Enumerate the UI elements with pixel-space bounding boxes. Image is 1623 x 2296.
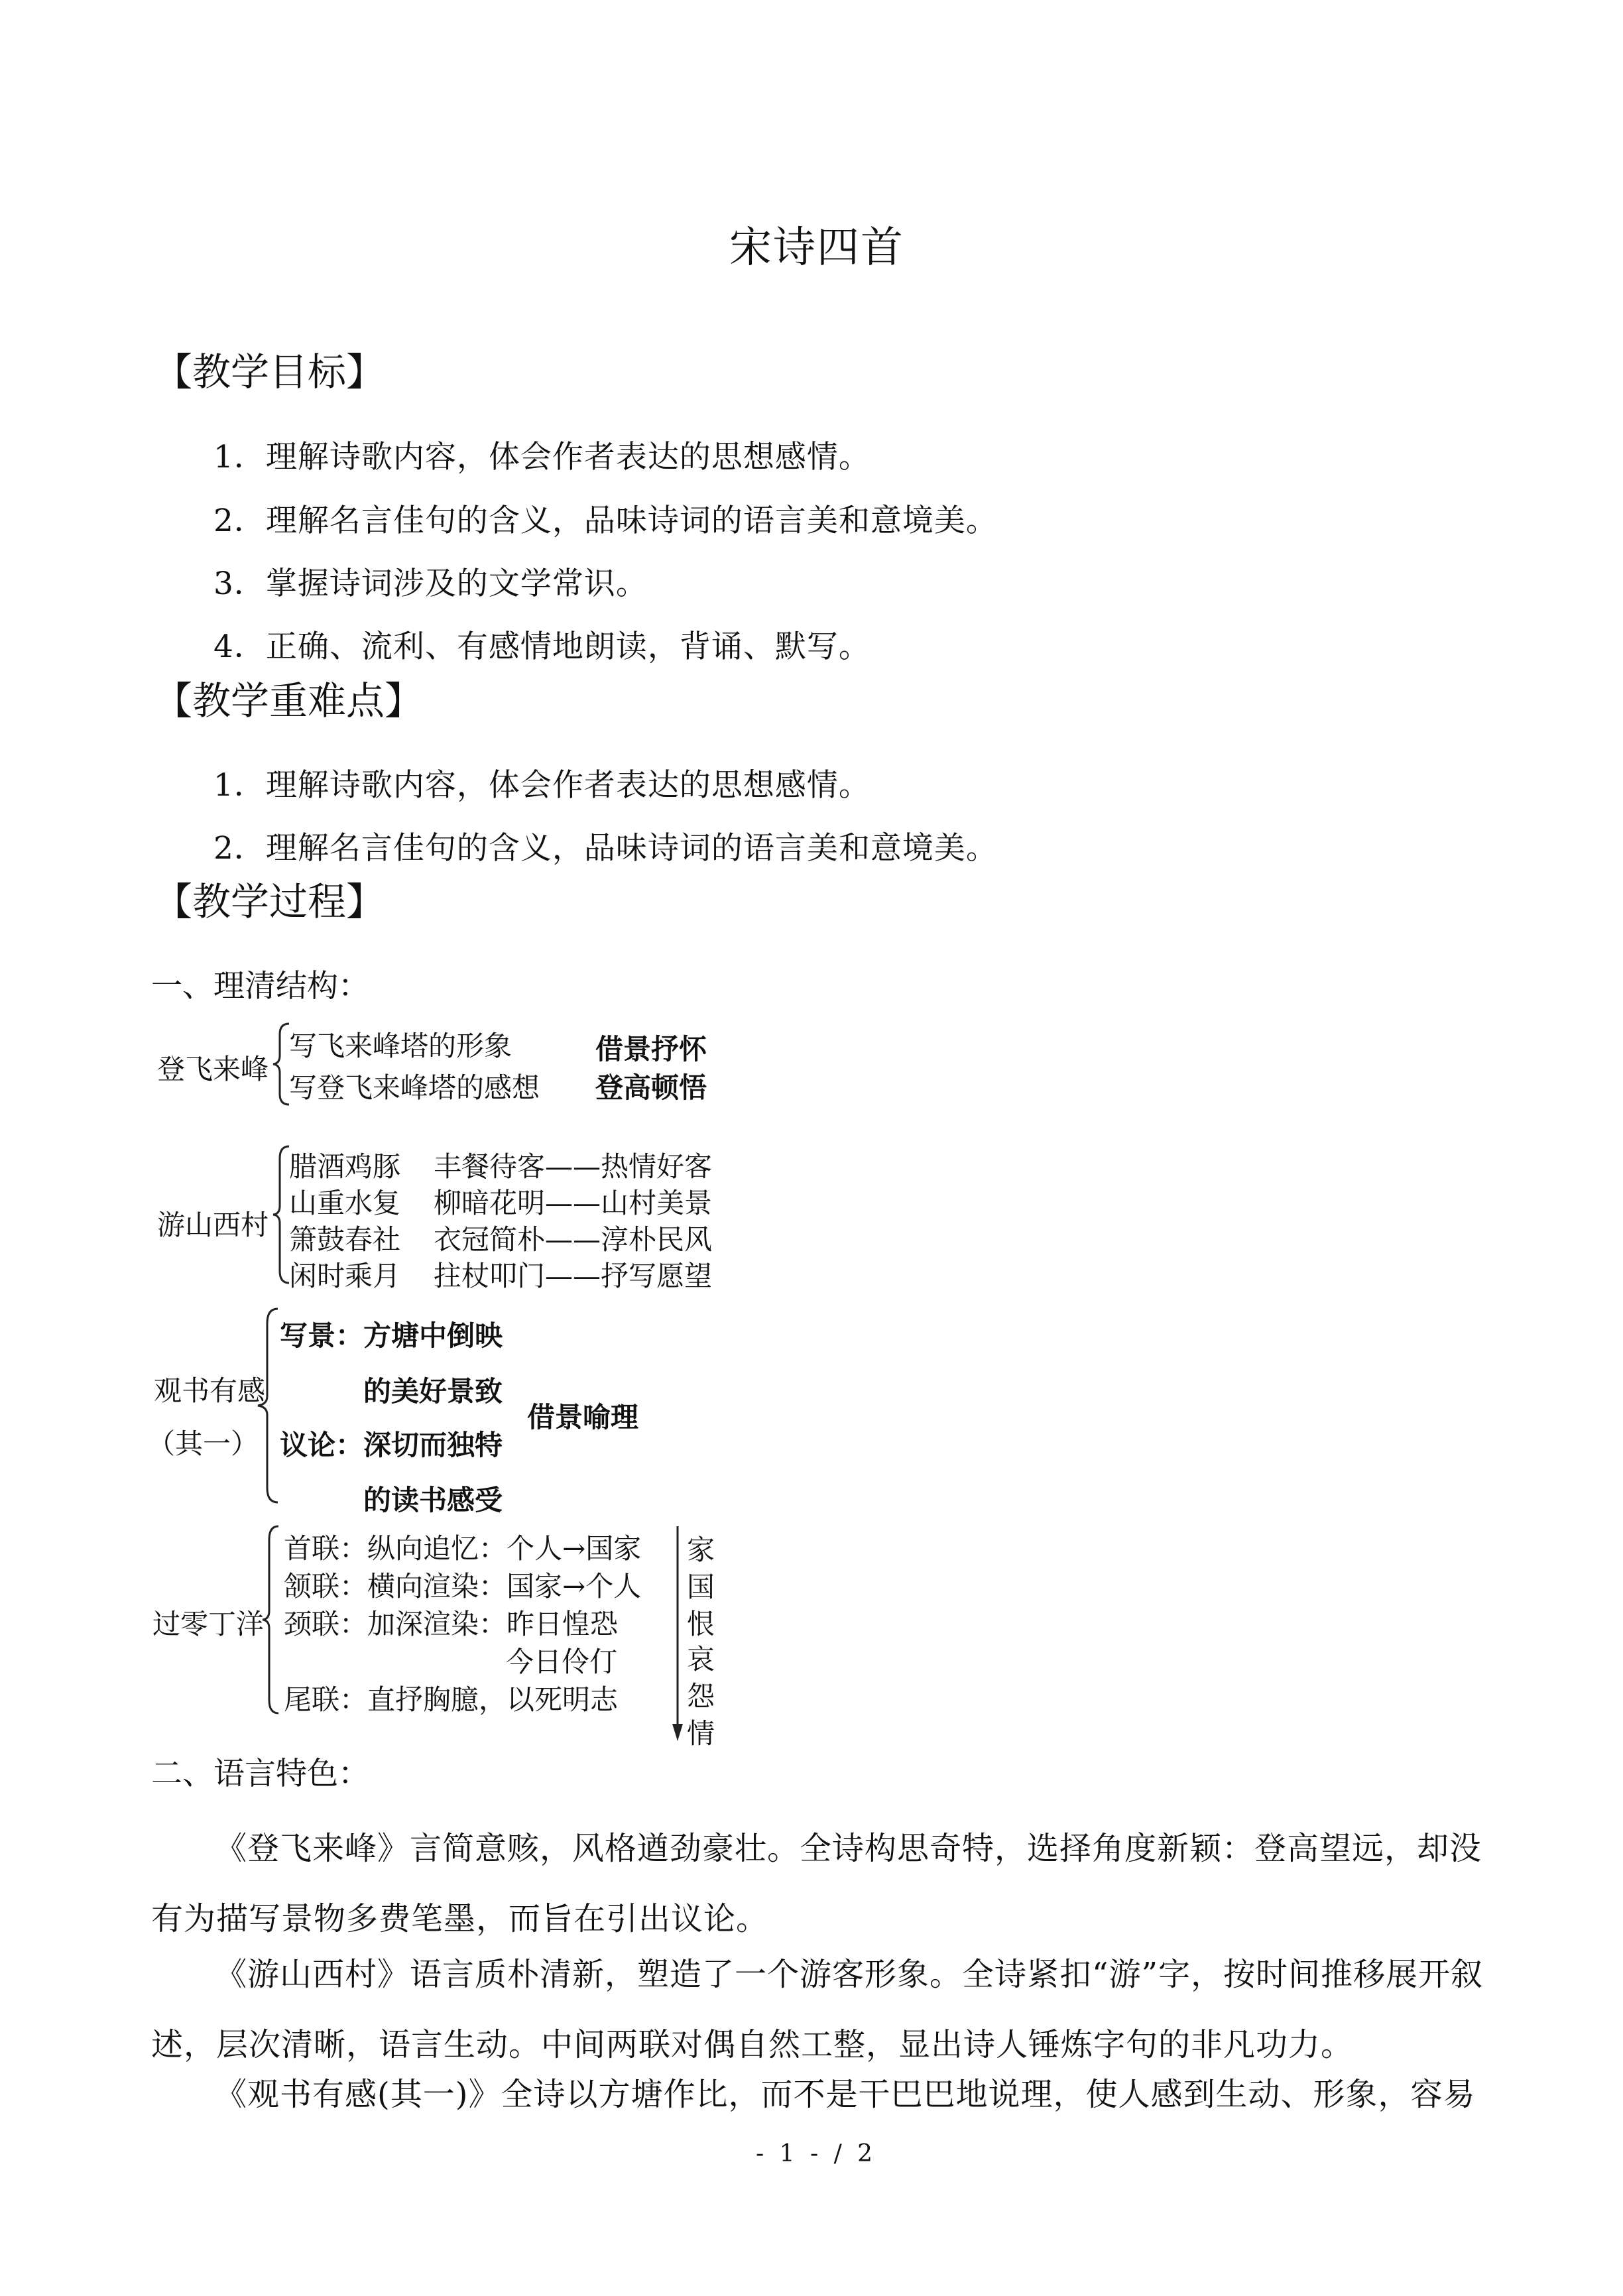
poem2-cell: 淳朴民风 bbox=[601, 1223, 713, 1256]
poem4-line: 今日伶仃 bbox=[506, 1646, 618, 1678]
poem4-line: 颈联：加深渲染：昨日惶恐 bbox=[284, 1608, 619, 1640]
poem2-cell: 衣冠简朴 bbox=[434, 1223, 546, 1256]
poem2-cell: 闲时乘月 bbox=[289, 1260, 401, 1292]
poem4-brace bbox=[260, 1524, 282, 1716]
poem2-cell: 腊酒鸡豚 bbox=[289, 1150, 401, 1183]
poem2-name: 游山西村 bbox=[157, 1209, 269, 1241]
down-arrow-icon bbox=[670, 1525, 686, 1744]
poem1-line: 写登飞来峰塔的感想 bbox=[289, 1071, 540, 1104]
poem3-line: 的美好景致 bbox=[363, 1375, 503, 1408]
poem2-cell: 丰餐待客 bbox=[434, 1150, 546, 1183]
poem2-dash: —— bbox=[545, 1150, 601, 1183]
poem2-dash: —— bbox=[545, 1223, 601, 1256]
poem4-line: 尾联：直抒胸臆，以死明志 bbox=[284, 1683, 619, 1716]
poem2-cell: 热情好客 bbox=[601, 1150, 713, 1183]
poem1-note: 借景抒怀 bbox=[595, 1033, 707, 1065]
poem2-row bbox=[289, 1218, 712, 1258]
poem3-name-sub: （其一） bbox=[147, 1427, 259, 1460]
poem2-cell: 箫鼓春社 bbox=[289, 1223, 401, 1256]
key-point-item: 2．理解名言佳句的含义，品味诗词的语言美和意境美。 bbox=[213, 830, 998, 867]
part2-title: 二、语言特色： bbox=[151, 1756, 369, 1792]
poem4-line: 首联：纵向追忆：个人→国家 bbox=[284, 1532, 642, 1565]
part1-title: 一、理清结构： bbox=[151, 968, 369, 1004]
poem4-side-char: 国 bbox=[687, 1571, 715, 1603]
key-point-item: 1．理解诗歌内容，体会作者表达的思想感情。 bbox=[213, 767, 871, 804]
page-title: 宋诗四首 bbox=[729, 223, 904, 272]
poem3-name: 观书有感 bbox=[154, 1374, 266, 1407]
poem2-cell: 拄杖叩门 bbox=[434, 1260, 546, 1292]
poem2-cell: 柳暗花明 bbox=[434, 1187, 546, 1219]
poem4-side-char: 怨 bbox=[687, 1680, 715, 1713]
poem2-row bbox=[289, 1254, 712, 1294]
poem4-side-char: 哀 bbox=[687, 1643, 715, 1675]
poem4-side-bottom bbox=[687, 1641, 715, 1752]
poem2-dash: —— bbox=[545, 1260, 601, 1292]
key-points-heading: 【教学重难点】 bbox=[154, 678, 424, 723]
poem4-side-char: 家 bbox=[687, 1534, 715, 1566]
poem1-name: 登飞来峰 bbox=[157, 1053, 269, 1085]
goal-item: 1．理解诗歌内容，体会作者表达的思想感情。 bbox=[213, 439, 871, 475]
language-paragraph: 《登飞来峰》言简意赅，风格遒劲豪壮。全诗构思奇特，选择角度新颖：登高望远，却没有为描写景物多费笔墨，而旨在引出议论。 bbox=[151, 1830, 1482, 1937]
goal-item: 2．理解名言佳句的含义，品味诗词的语言美和意境美。 bbox=[213, 503, 998, 539]
poem2-row bbox=[289, 1181, 712, 1221]
language-paragraph: 《游山西村》语言质朴清新，塑造了一个游客形象。全诗紧扣“游”字，按时间推移展开叙述，层次清晰，语言生动。中间两联对偶自然工整，显出诗人锤炼字句的非凡功力。 bbox=[151, 1956, 1484, 2063]
poem4-side-char: 情 bbox=[687, 1717, 715, 1750]
goal-item: 4．正确、流利、有感情地朗读，背诵、默写。 bbox=[213, 629, 871, 665]
poem3-note: 借景喻理 bbox=[527, 1401, 639, 1433]
poem4-name: 过零丁洋 bbox=[152, 1608, 265, 1640]
poem1-line: 写飞来峰塔的形象 bbox=[289, 1030, 512, 1062]
poem3-line: 写景：方塘中倒映 bbox=[280, 1319, 503, 1352]
poem3-line: 的读书感受 bbox=[363, 1484, 503, 1516]
page-number: - 1 - / 2 bbox=[756, 2140, 877, 2167]
poem2-dash: —— bbox=[545, 1187, 601, 1219]
process-heading: 【教学过程】 bbox=[154, 879, 385, 924]
poem1-note: 登高顿悟 bbox=[595, 1071, 707, 1104]
poem3-brace bbox=[255, 1306, 282, 1505]
poem4-side-top bbox=[687, 1532, 715, 1643]
poem4-side-char: 恨 bbox=[687, 1608, 715, 1640]
poem4-line: 颔联：横向渲染：国家→个人 bbox=[284, 1570, 642, 1602]
poem3-line: 议论：深切而独特 bbox=[280, 1429, 503, 1461]
poem2-cell: 抒写愿望 bbox=[601, 1260, 713, 1292]
goals-heading: 【教学目标】 bbox=[154, 349, 385, 394]
poem2-cell: 山重水复 bbox=[289, 1187, 401, 1219]
poem2-cell: 山村美景 bbox=[601, 1187, 713, 1219]
goal-item: 3．掌握诗词涉及的文学常识。 bbox=[213, 566, 648, 602]
language-paragraph: 《观书有感(其一)》全诗以方塘作比，而不是干巴巴地说理，使人感到生动、形象，容易 bbox=[215, 2076, 1476, 2113]
poem2-row bbox=[289, 1145, 712, 1185]
